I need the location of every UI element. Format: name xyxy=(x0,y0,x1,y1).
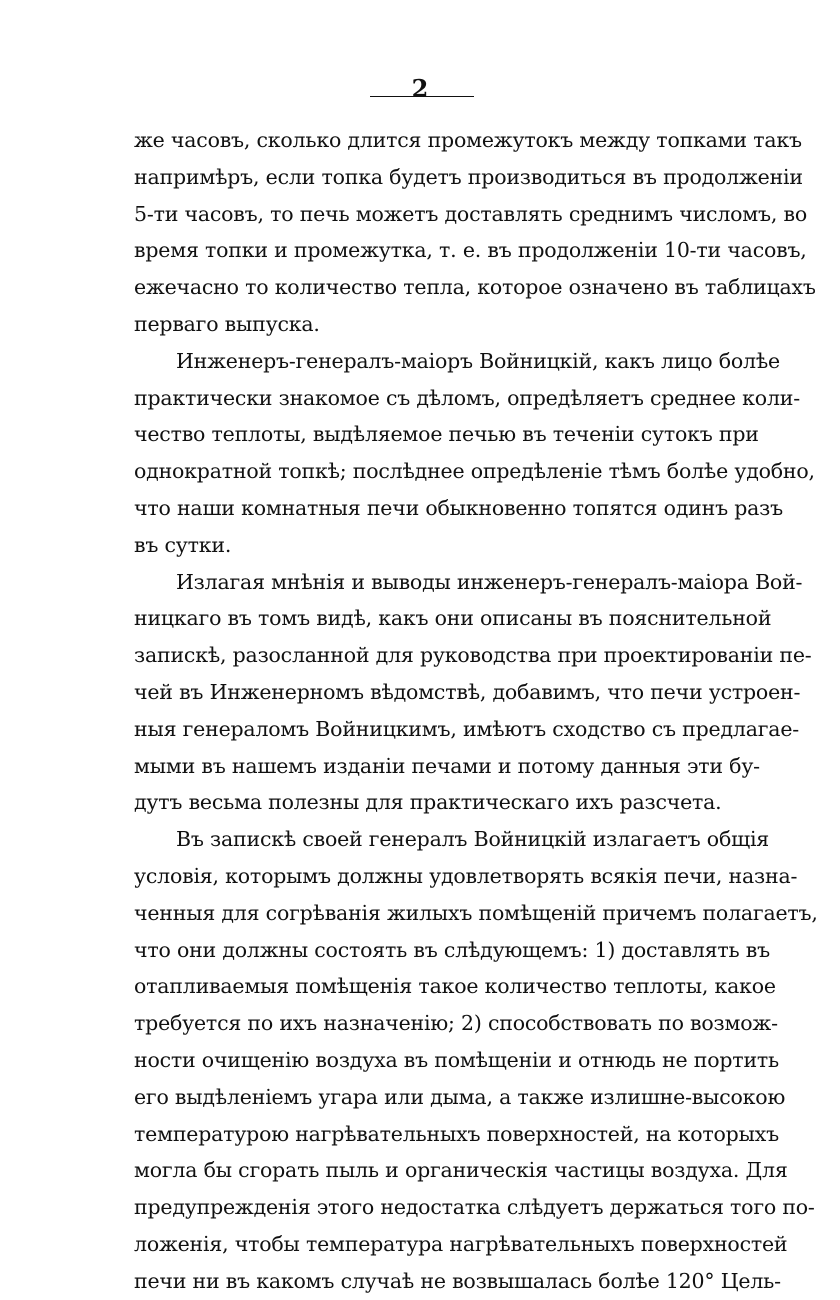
text-line: предупрежденія этого недостатка слѣдуетъ держаться того по- xyxy=(134,1195,815,1220)
text-line: Излагая мнѣнія и выводы инженеръ-генералъ-маіора Вой- xyxy=(176,569,803,594)
text-line: Въ запискѣ своей генералъ Войницкій излагаетъ общія xyxy=(176,827,770,852)
text-line: что наши комнатныя печи обыкновенно топятся одинъ разъ xyxy=(134,495,784,520)
text-line: температурою нагрѣвательныхъ поверхностей, на которыхъ xyxy=(134,1121,779,1146)
text-line: что они должны состоять въ слѣдующемъ: 1) доставлять въ xyxy=(134,937,770,962)
text-line: условія, которымъ должны удовлетворять всякія печи, назна- xyxy=(134,863,798,888)
text-line: Инженеръ-генералъ-маіоръ Войницкій, какъ лицо болѣе xyxy=(176,348,780,373)
text-line: отапливаемыя помѣщенія такое количество теплоты, какое xyxy=(134,974,776,999)
text-line: чей въ Инженерномъ вѣдомствѣ, добавимъ, что печи устроен- xyxy=(134,679,801,704)
text-line: дутъ весьма полезны для практическаго ихъ разсчета. xyxy=(134,790,722,815)
paragraph xyxy=(134,343,815,564)
text-line: чество теплоты, выдѣляемое печью въ теченіи сутокъ при xyxy=(134,422,759,447)
text-line: ности очищенію воздуха въ помѣщеніи и отнюдь не портить xyxy=(134,1047,780,1072)
text-line: перваго выпуска. xyxy=(134,311,320,336)
paragraph xyxy=(134,122,816,343)
text-line: однократной топкѣ; послѣднее опредѣленіе тѣмъ болѣе удобно, xyxy=(134,459,815,484)
text-line: въ сутки. xyxy=(134,532,232,557)
text-line: мыми въ нашемъ изданіи печами и потому данныя эти бу- xyxy=(134,753,760,778)
text-line: могла бы сгорать пыль и органическія частицы воздуха. Для xyxy=(134,1158,788,1183)
text-line: же часовъ, сколько длится промежутокъ между топками такъ xyxy=(134,128,802,152)
header-rule xyxy=(370,96,474,97)
page-number: 2 xyxy=(411,74,429,103)
text-line: ченныя для согрѣванія жилыхъ помѣщеній причемъ полагаетъ, xyxy=(134,900,818,925)
text-line: требуется по ихъ назначенію; 2) способствовать по возмож- xyxy=(134,1011,778,1036)
text-line: напримѣръ, если топка будетъ производиться въ продолженіи xyxy=(134,164,803,189)
text-line: 5-ти часовъ, то печь можетъ доставлять среднимъ числомъ, во xyxy=(134,201,807,226)
text-line: практически знакомое съ дѣломъ, опредѣляетъ среднее коли- xyxy=(134,385,800,410)
text-line: запискѣ, разосланной для руководства при проектированіи пе- xyxy=(134,643,812,668)
paragraph xyxy=(134,564,812,822)
text-line: ложенія, чтобы температура нагрѣвательныхъ поверхностей xyxy=(134,1231,788,1256)
paragraph xyxy=(134,821,818,1299)
text-line: время топки и промежутка, т. е. въ продолженіи 10-ти часовъ, xyxy=(134,238,807,263)
body-text xyxy=(134,122,818,1300)
text-line: ныя генераломъ Войницкимъ, имѣютъ сходство съ предлагае- xyxy=(134,716,799,741)
text-line: ницкаго въ томъ видѣ, какъ они описаны въ пояснительной xyxy=(134,606,772,631)
text-line: ежечасно то количество тепла, которое означено въ таблицахъ xyxy=(134,275,816,300)
text-line: его выдѣленіемъ угара или дыма, а также излишне-высокою xyxy=(134,1084,786,1109)
text-line: печи ни въ какомъ случаѣ не возвышалась болѣе 120° Цель- xyxy=(134,1268,781,1293)
